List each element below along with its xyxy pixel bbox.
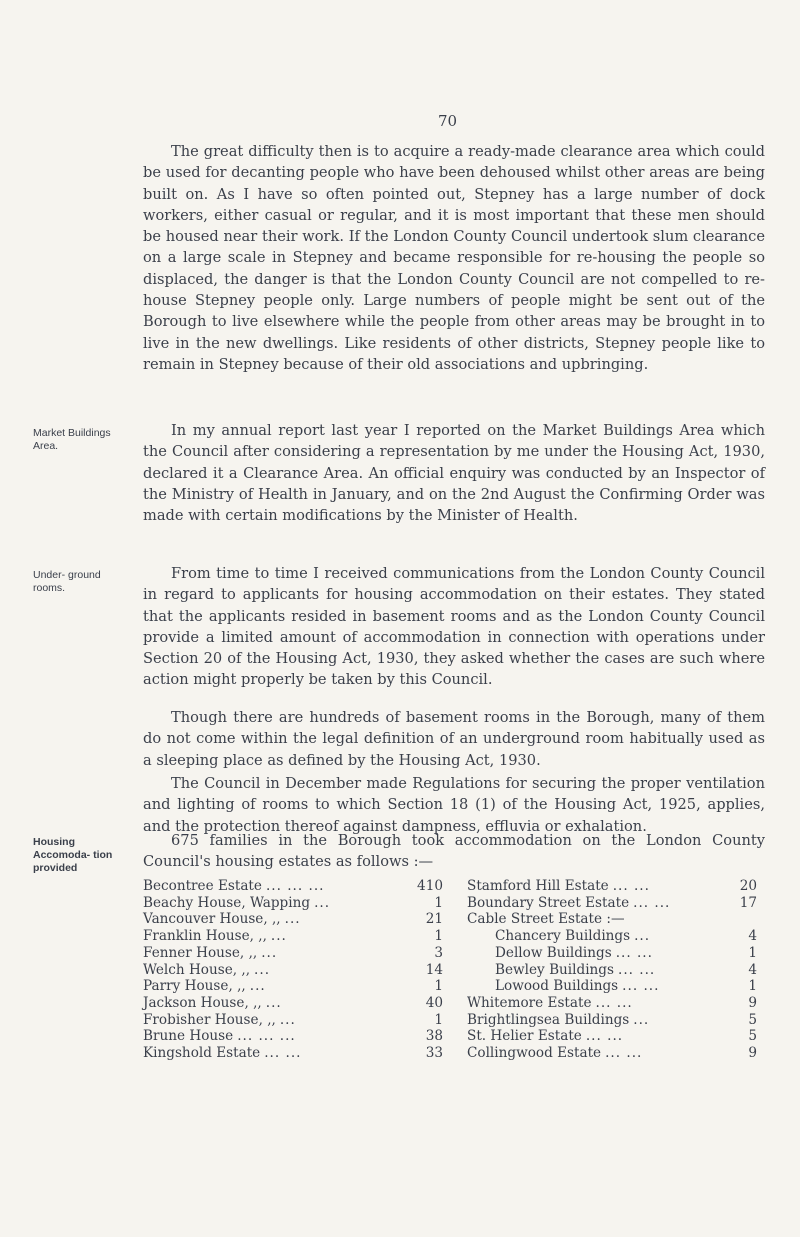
list-item: Stamford Hill Estate ... ... 20: [467, 878, 757, 894]
estate-list-right: [467, 878, 757, 1062]
list-item: Franklin House, ,, ... 1: [143, 928, 443, 945]
list-item: Vancouver House, ,, ... 21: [143, 911, 443, 928]
paragraph-regulations: The Council in December made Regulations for securing the proper ventilation and lighting of rooms to which Section 18 (1) of the Housing Act, 1925, applies, and the protection thereof against dampness, effluvia or exhalation.: [143, 775, 765, 835]
margin-note-housing-accommodation: Housing Accomoda- tion provided: [33, 836, 113, 874]
list-item: Kingshold Estate ... ... 33: [143, 1045, 443, 1062]
list-item: Frobisher House, ,, ... 1: [143, 1011, 443, 1028]
estate-list-left: [143, 878, 443, 1062]
list-item: Dellow Buildings ... ... 1: [495, 944, 757, 961]
list-item: Welch House, ,, ... 14: [143, 961, 443, 978]
list-item: Bewley Buildings ... ... 4: [495, 961, 757, 978]
list-item: Fenner House, ,, ... 3: [143, 944, 443, 961]
margin-note-market-buildings: Market Buildings Area.: [33, 427, 111, 452]
list-item: Jackson House, ,, ... 40: [143, 994, 443, 1011]
list-item: Boundary Street Estate ... ... 17: [467, 894, 757, 911]
paragraph-market-buildings: In my annual report last year I reported on the Market Buildings Area which the Council after considering a representation by me under the Housing Act, 1930, declared it a Clearance Area. An official enquiry was conducted by an Inspector of the Ministry of Health in January, and on the 2nd August the Confirming Order was made with certain modifications by the Minister of Health.: [143, 422, 765, 525]
paragraph-housing-accommodation: 675 families in the Borough took accommodation on the London County Council's housing estates as follows :—: [143, 832, 765, 871]
list-item: Collingwood Estate ... ... 9: [467, 1045, 757, 1062]
list-item: Lowood Buildings ... ... 1: [495, 978, 757, 995]
paragraph-underground-rooms: From time to time I received communications from the London County Council in regard to applicants for housing accommodation on their estates. They stated that the applicants resided in basement rooms and as the London County Council provide a limited amount of accommodation in connection with operations under Section 20 of the Housing Act, 1930, they asked whether the cases are such where action might properly be taken by this Council.: [143, 565, 765, 689]
list-item: Brightlingsea Buildings ... 5: [467, 1011, 757, 1028]
margin-note-underground-rooms: Under- ground rooms.: [33, 569, 101, 594]
list-item: Whitemore Estate ... ... 9: [467, 994, 757, 1011]
list-item: Chancery Buildings ... 4: [495, 928, 757, 945]
list-item: Brune House ... ... ... 38: [143, 1028, 443, 1045]
list-item: St. Helier Estate ... ... 5: [467, 1028, 757, 1045]
list-item: Beachy House, Wapping ... 1: [143, 894, 443, 911]
list-item: Parry House, ,, ... 1: [143, 978, 443, 995]
paragraph-decanting: The great difficulty then is to acquire a ready-made clearance area which could be used for decanting people who have been dehoused whilst other areas are being built on. As I have so often pointed out, Stepney has a large number of dock workers, either casual or regular, and it is most important that these men should be housed near their work. If the London County Council undertook slum clearance on a large scale in Stepney and became responsible for re-housing the people so displaced, the danger is that the London County Council are not compelled to re-house Stepney people only. Large numbers of people might be sent out of the Borough to live elsewhere while the people from other areas may be brought in to live in the new dwellings. Like residents of other districts, Stepney people like to remain in Stepney because of their old associations and upbringing.: [143, 143, 765, 373]
list-heading: Cable Street Estate :—: [467, 911, 625, 928]
list-item: Becontree Estate ... ... ... 410: [143, 878, 443, 894]
page-number: 70: [437, 112, 458, 130]
paragraph-basement-rooms: Though there are hundreds of basement rooms in the Borough, many of them do not come within the legal definition of an underground room habitually used as a sleeping place as defined by the Housing Act, 1930.: [143, 709, 765, 769]
